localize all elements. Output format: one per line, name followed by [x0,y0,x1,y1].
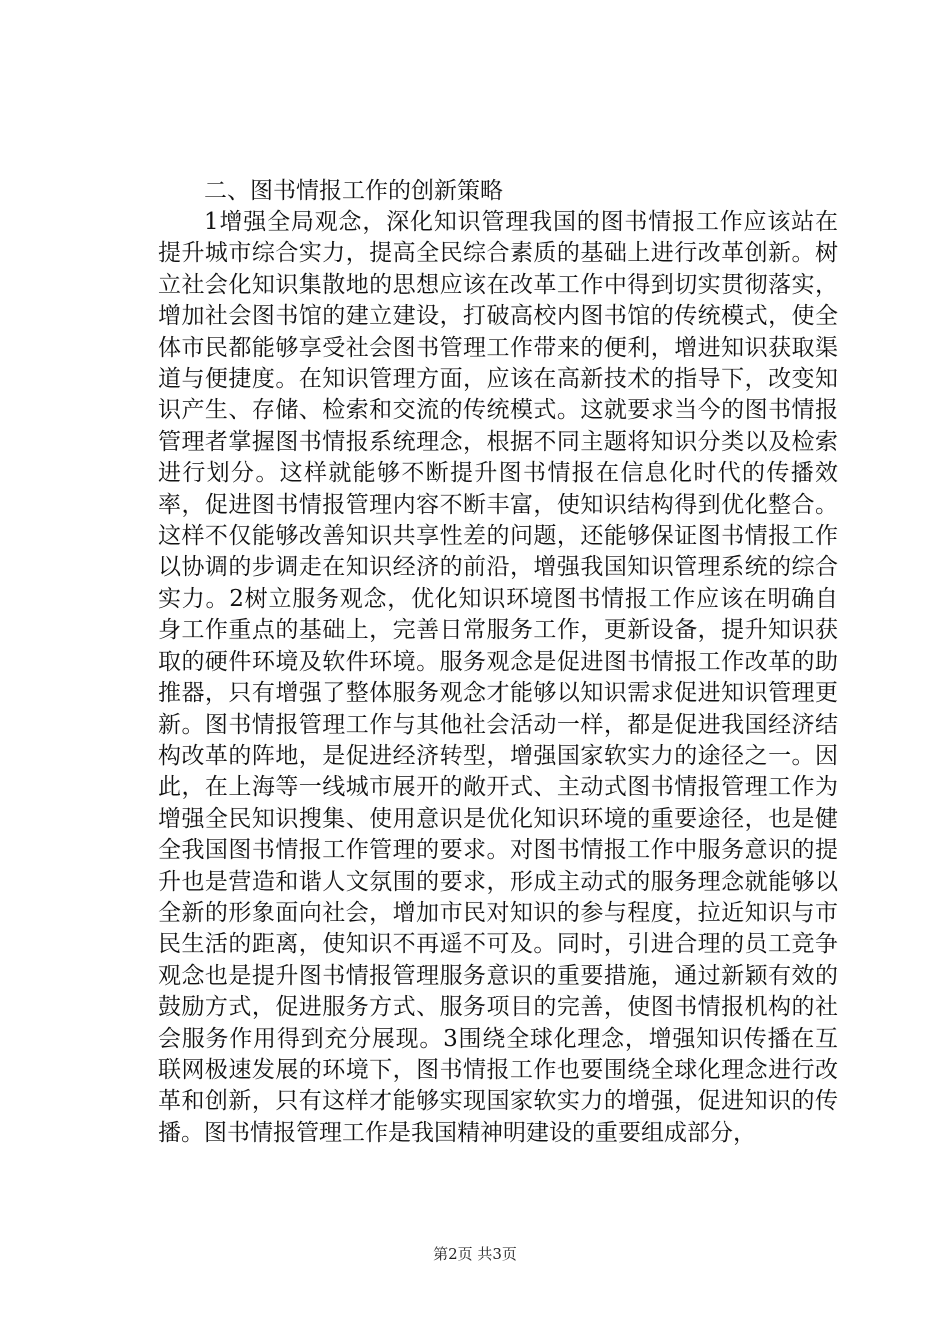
page-footer: 第2页 共3页 [433,1245,517,1263]
body-paragraph: 1增强全局观念，深化知识管理我国的图书情报工作应该站在提升城市综合实力，提高全民综合素质的基础上进行改革创新。树立社会化知识集散地的思想应该在改革工作中得到切实贯彻落实，增加社会图书馆的建立建设，打破高校内图书馆的传统模式，使全体市民都能够享受社会图书管理工作带来的便利，增进知识获取渠道与便捷度。在知识管理方面，应该在高新技术的指导下，改变知识产生、存储、检索和交流的传统模式。这就要求当今的图书情报管理者掌握图书情报系统理念，根据不同主题将知识分类以及检索进行划分。这样就能够不断提升图书情报在信息化时代的传播效率，促进图书情报管理内容不断丰富，使知识结构得到优化整合。这样不仅能够改善知识共享性差的问题，还能够保证图书情报工作以协调的步调走在知识经济的前沿，增强我国知识管理系统的综合实力。2树立服务观念，优化知识环境图书情报工作应该在明确自身工作重点的基础上，完善日常服务工作，更新设备，提升知识获取的硬件环境及软件环境。服务观念是促进图书情报工作改革的助推器，只有增强了整体服务观念才能够以知识需求促进知识管理更新。图书情报管理工作与其他社会活动一样，都是促进我国经济结构改革的阵地，是促进经济转型，增强国家软实力的途径之一。因此，在上海等一线城市展开的敞开式、主动式图书情报管理工作为增强全民知识搜集、使用意识是优化知识环境的重要途径，也是健全我国图书情报工作管理的要求。对图书情报工作中服务意识的提升也是营造和谐人文氛围的要求，形成主动式的服务理念就能够以全新的形象面向社会，增加市民对知识的参与程度，拉近知识与市民生活的距离，使知识不再遥不可及。同时，引进合理的员工竞争观念也是提升图书情报管理服务意识的重要措施，通过新颖有效的鼓励方式，促进服务方式、服务项目的完善，使图书情报机构的社会服务作用得到充分展现。3围绕全球化理念，增强知识传播在互联网极速发展的环境下，图书情报工作也要围绕全球化理念进行改革和创新，只有这样才能够实现国家软实力的增强，促进知识的传播。图书情报管理工作是我国精神明建设的重要组成部分， [158,209,838,1146]
section-heading: 二、图书情报工作的创新策略 [204,178,503,204]
document-content [158,176,838,1149]
